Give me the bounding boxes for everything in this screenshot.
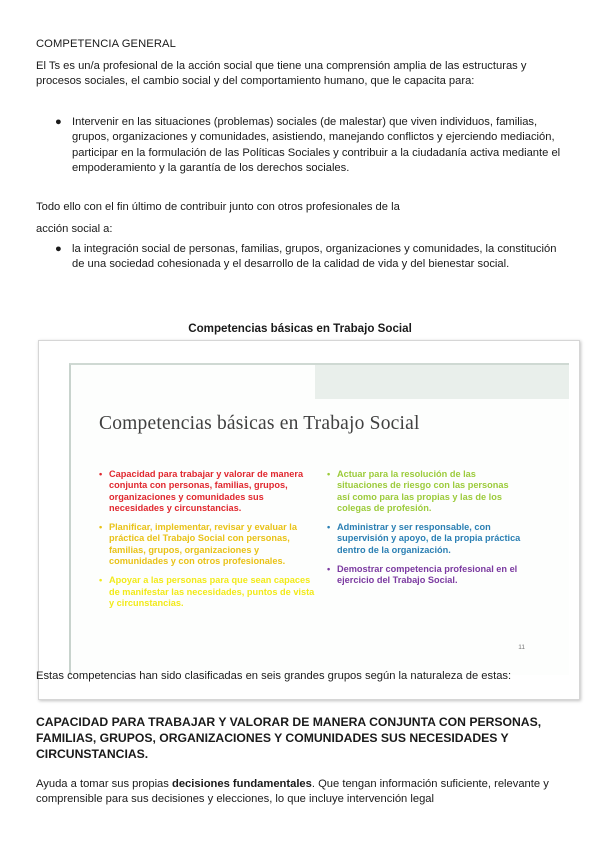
list-item-text: Intervenir en las situaciones (problemas) sociales (de malestar) que viven individuos, familias, grupos, organizaciones y comunidades, asistiendo, manejando conflictos y ejerciendo mediación, participar en la formulación de las Políticas Sociales y contribuir a la ciudadanía activa mediante el empoderamiento y la garantía de los derechos sociales. bbox=[72, 116, 561, 175]
slide-bullet bbox=[99, 469, 317, 514]
slide-bullet-icon: • bbox=[327, 522, 331, 533]
slide-bullet-text: Capacidad para trabajar y valorar de manera conjunta con personas, familias, grupos, organizaciones y comunidades sus necesidades y circunstancias. bbox=[109, 469, 304, 513]
closing-paragraph bbox=[36, 777, 566, 808]
slide-bullet-text: Apoyar a las personas para que sean capaces de manifestar las necesidades, puntos de vista y circunstancias. bbox=[109, 575, 315, 608]
paragraph: Todo ello con el fin último de contribuir junto con otros profesionales de la bbox=[36, 201, 400, 213]
slide-bullet-icon: • bbox=[99, 575, 103, 586]
bullet-list-2 bbox=[36, 242, 568, 273]
bullet-list-1 bbox=[36, 115, 568, 177]
section-heading-capacidad: CAPACIDAD PARA TRABAJAR Y VALORAR DE MANERA CONJUNTA CON PERSONAS, FAMILIAS, GRUPOS, ORGANIZACIONES Y COMUNIDADES SUS NECESIDADES Y CIRCUNSTANCIAS. bbox=[36, 715, 542, 761]
slide-right-column bbox=[327, 469, 523, 595]
closing-text-start: Ayuda a tomar sus propias bbox=[36, 778, 172, 790]
slide-bullet-text: Administrar y ser responsable, con supervisión y apoyo, de la propia práctica dentro de la organización. bbox=[337, 522, 521, 555]
slide-decoration-band bbox=[315, 365, 569, 399]
slide-number: 11 bbox=[518, 644, 525, 651]
slide-left-column bbox=[99, 469, 317, 617]
slide-bullet-text: Demostrar competencia profesional en el ejercicio del Trabajo Social. bbox=[337, 564, 518, 586]
slide-bullet-icon: • bbox=[99, 522, 103, 533]
slide-bullet bbox=[99, 522, 317, 567]
bullet-icon: ● bbox=[55, 243, 62, 255]
slide bbox=[69, 363, 569, 675]
slide-bullet bbox=[327, 522, 523, 556]
closing-text-bold: decisiones fundamentales bbox=[171, 778, 312, 790]
bullet-icon: ● bbox=[55, 116, 62, 128]
slide-bullet bbox=[327, 564, 523, 587]
embedded-slide-image bbox=[38, 340, 580, 700]
slide-bullet-icon: • bbox=[99, 469, 103, 479]
slide-bullet bbox=[327, 469, 523, 514]
slide-title: Competencias básicas en Trabajo Social bbox=[99, 413, 420, 434]
overlay-paragraph: Estas competencias han sido clasificadas en seis grandes grupos según la naturaleza de estas: bbox=[36, 670, 512, 682]
section-heading-competencia-general: COMPETENCIA GENERAL bbox=[36, 38, 176, 50]
list-item bbox=[36, 242, 568, 273]
slide-bullet-text: Planificar, implementar, revisar y evaluar la práctica del Trabajo Social con personas, familias, grupos, organizaciones y comunidades y con otros profesionales. bbox=[109, 522, 297, 567]
intro-paragraph: El Ts es un/a profesional de la acción social que tiene una comprensión amplia de las estructuras y procesos sociales, el cambio social y del comportamiento humano, que le capacita para: bbox=[36, 60, 527, 88]
figure-caption: Competencias básicas en Trabajo Social bbox=[188, 322, 412, 335]
closing-text-end: . Que tengan información suficiente, relevante y comprensible para sus decisiones y elecciones, lo que incluye intervención legal bbox=[36, 778, 549, 806]
slide-bullet-text: Actuar para la resolución de las situaciones de riesgo con las personas así como para las propias y las de los colegas de profesión. bbox=[337, 469, 509, 513]
list-item-text: la integración social de personas, familias, grupos, organizaciones y comunidades, la constitución de una sociedad cohesionada y el desarrollo de la calidad de vida y del bienestar social. bbox=[72, 243, 557, 271]
slide-bullet-icon: • bbox=[327, 469, 331, 479]
list-item bbox=[36, 115, 568, 177]
slide-bullet bbox=[99, 575, 317, 609]
slide-bullet-icon: • bbox=[327, 564, 331, 575]
paragraph: acción social a: bbox=[36, 223, 113, 235]
